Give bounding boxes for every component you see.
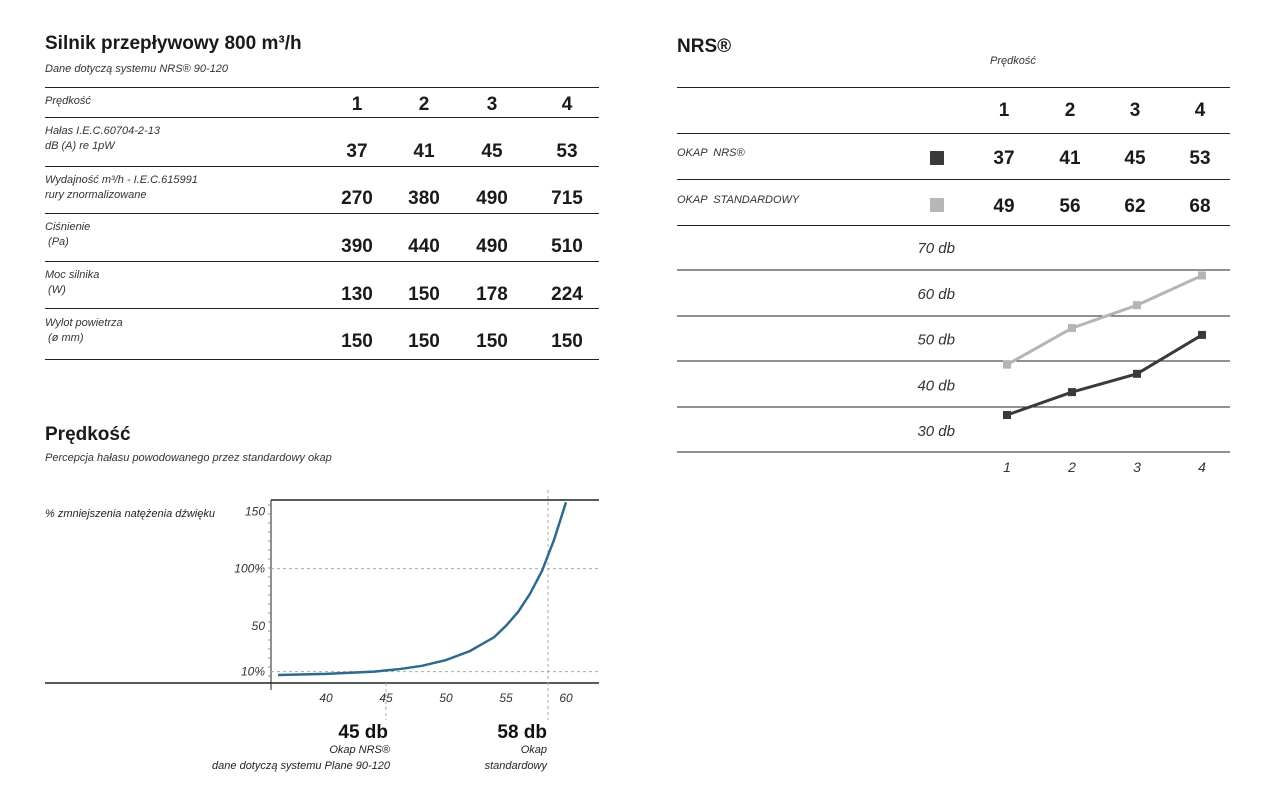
nrs-value: 41: [1059, 148, 1081, 169]
left-table-rule: [45, 117, 599, 118]
data-point: [1198, 331, 1206, 339]
right-table-top-rule: [677, 87, 1230, 88]
marker-standard-line1: Okap: [520, 744, 547, 756]
left-speed-3: 3: [486, 94, 498, 115]
y-tick-label: 100%: [234, 561, 265, 576]
y-tick-label: 50 db: [917, 331, 955, 349]
right-table-header-label: Prędkość: [990, 55, 1036, 67]
left-table-title: Silnik przepływowy 800 m³/h: [45, 33, 302, 54]
marker-nrs-value: 45 db: [338, 722, 388, 743]
noise-curve: [278, 502, 566, 675]
left-table-subtitle: Dane dotyczą systemu NRS® 90-120: [45, 63, 228, 75]
left-table-rule: [45, 261, 599, 262]
row-power-value: 130: [341, 284, 373, 305]
standard-value: 56: [1059, 196, 1081, 217]
y-tick-label: 30 db: [917, 423, 955, 440]
left-table-rule: [45, 213, 599, 214]
right-table-rule: [677, 179, 1230, 180]
row-pressure-value: 490: [476, 236, 508, 257]
standard-value: 49: [993, 196, 1015, 217]
x-tick-label: 2: [1068, 459, 1076, 475]
row-outlet-value: 150: [551, 331, 583, 352]
row-noise-value: 53: [556, 141, 578, 162]
data-point: [1003, 361, 1011, 369]
right-table-title: NRS®: [677, 36, 732, 57]
x-tick-label: 45: [379, 691, 393, 705]
noise-reduction-curve-chart: [40, 490, 605, 720]
standard-value: 62: [1124, 196, 1146, 217]
y-tick-label: 10%: [240, 664, 265, 679]
row-pressure-value: 440: [408, 236, 440, 257]
data-point: [1198, 271, 1206, 279]
marker-standard-value: 58 db: [497, 722, 547, 743]
y-tick-label: 60 db: [917, 285, 955, 303]
data-point: [1133, 301, 1141, 309]
y-tick-label: 50: [251, 618, 265, 633]
speed-section-subtitle: Percepcja hałasu powodowanego przez standardowy okap: [45, 452, 332, 464]
row-capacity-value: 490: [476, 188, 508, 209]
right-table-rule: [677, 133, 1230, 134]
row-capacity-value: 715: [551, 188, 583, 209]
left-table-header-label: Prędkość: [45, 95, 91, 107]
y-tick-label: 150: [244, 504, 265, 519]
x-tick-label: 1: [1003, 459, 1011, 475]
left-speed-2: 2: [418, 94, 430, 115]
row-power-value: 178: [476, 284, 508, 305]
x-tick-label: 40: [319, 691, 333, 705]
data-point: [1003, 411, 1011, 419]
marker-nrs-line1: Okap NRS®: [329, 744, 390, 756]
row-outlet-value: 150: [408, 331, 440, 352]
y-axis-label: % zmniejszenia natężenia dźwięku: [45, 508, 215, 520]
row-pressure-value: 510: [551, 236, 583, 257]
left-speed-1: 1: [351, 94, 363, 115]
left-table-rule: [45, 359, 599, 360]
row-capacity-value: 270: [341, 188, 373, 209]
nrs-value: 45: [1124, 148, 1146, 169]
standard-value: 68: [1189, 196, 1211, 217]
legend-label-nrs: OKAP NRS®: [677, 147, 745, 159]
x-tick-label: 55: [499, 691, 513, 705]
row-outlet-value: 150: [341, 331, 373, 352]
row-label-outlet: Wylot powietrza (ø mm): [45, 317, 123, 344]
data-point: [1133, 370, 1141, 378]
right-speed-1: 1: [998, 100, 1010, 121]
left-table-top-rule: [45, 87, 599, 88]
db-line-chart: [677, 225, 1230, 475]
row-noise-value: 45: [481, 141, 503, 162]
right-speed-4: 4: [1194, 100, 1206, 121]
data-point: [1068, 388, 1076, 396]
row-outlet-value: 150: [476, 331, 508, 352]
row-label-noise: Hałas I.E.C.60704-2-13 dB (A) re 1pW: [45, 125, 160, 152]
left-table-rule: [45, 308, 599, 309]
row-label-pressure: Ciśnienie (Pa): [45, 221, 91, 248]
speed-section-title: Prędkość: [45, 424, 131, 445]
row-pressure-value: 390: [341, 236, 373, 257]
marker-standard-line2: standardowy: [484, 760, 547, 772]
right-speed-3: 3: [1129, 100, 1141, 121]
nrs-value: 37: [993, 148, 1015, 169]
right-speed-2: 2: [1064, 100, 1076, 121]
data-point: [1068, 324, 1076, 332]
x-tick-label: 3: [1133, 459, 1141, 475]
legend-swatch-nrs: [930, 151, 944, 165]
row-label-capacity: Wydajność m³/h - I.E.C.615991 rury znormalizowane: [45, 174, 198, 201]
y-tick-label: 40 db: [917, 377, 955, 395]
row-noise-value: 41: [413, 141, 435, 162]
y-tick-label: 70 db: [917, 240, 955, 257]
row-label-power: Moc silnika (W): [45, 269, 100, 296]
legend-label-standard: OKAP STANDARDOWY: [677, 194, 800, 206]
nrs-value: 53: [1189, 148, 1211, 169]
row-power-value: 150: [408, 284, 440, 305]
x-tick-label: 50: [439, 691, 453, 705]
row-noise-value: 37: [346, 141, 368, 162]
legend-swatch-standard: [930, 198, 944, 212]
left-speed-4: 4: [561, 94, 573, 115]
x-tick-label: 4: [1198, 459, 1206, 475]
row-capacity-value: 380: [408, 188, 440, 209]
row-power-value: 224: [551, 284, 583, 305]
x-tick-label: 60: [559, 691, 573, 705]
left-table-rule: [45, 166, 599, 167]
marker-nrs-line2: dane dotyczą systemu Plane 90-120: [212, 760, 390, 772]
